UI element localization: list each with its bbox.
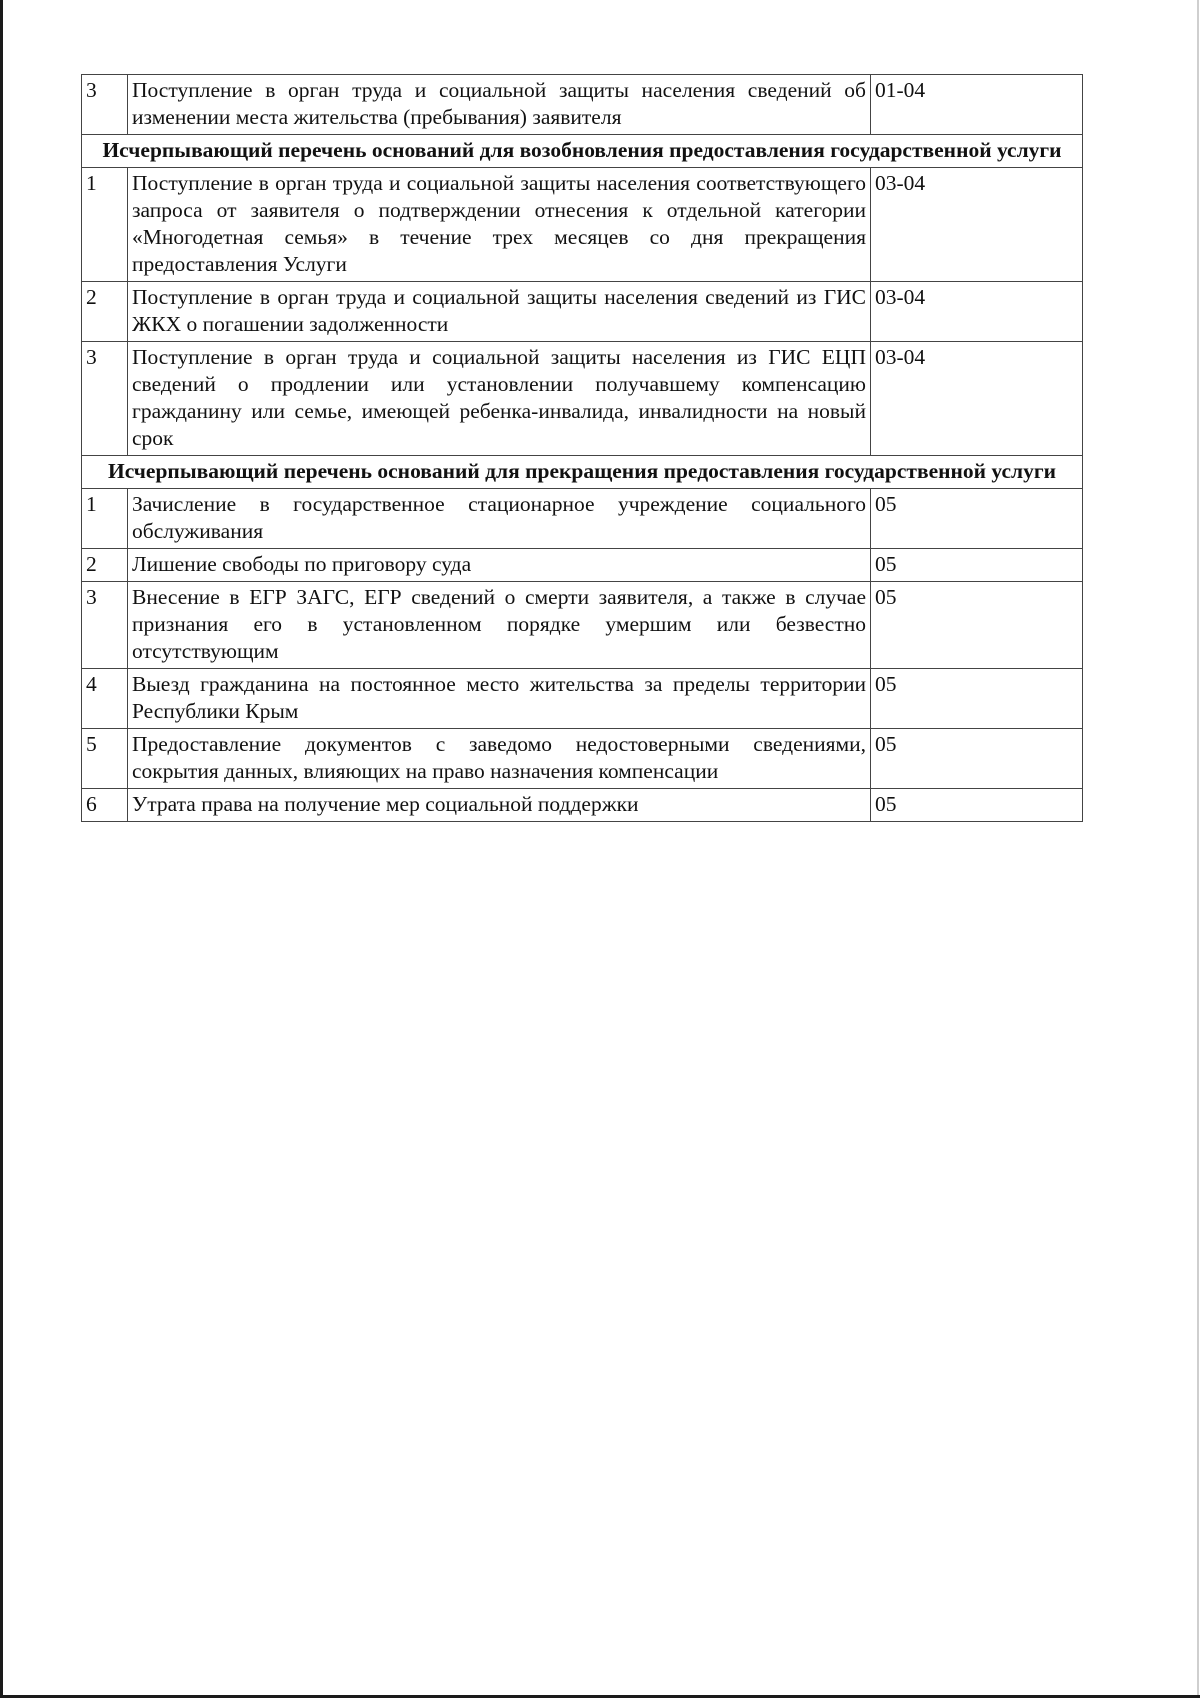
table-row [82,549,1083,582]
row-description: Выезд гражданина на постоянное место жительства за пределы территории Республики Крым [128,669,871,729]
row-code: 03-04 [871,282,1083,342]
row-description: Утрата права на получение мер социальной поддержки [128,789,871,822]
row-description: Внесение в ЕГР ЗАГС, ЕГР сведений о смерти заявителя, а также в случае признания его в установленном порядке умершим или безвестно отсутствующим [128,582,871,669]
section-heading-termination: Исчерпывающий перечень оснований для прекращения предоставления государственной услуги [82,456,1083,489]
table-row [82,342,1083,456]
row-code: 05 [871,789,1083,822]
table-row [82,282,1083,342]
row-code: 01-04 [871,75,1083,135]
row-code: 03-04 [871,342,1083,456]
grounds-table-body [82,75,1083,822]
table-row [82,489,1083,549]
table-row [82,582,1083,669]
row-code: 05 [871,582,1083,669]
row-number: 2 [82,549,128,582]
section-heading-row [82,456,1083,489]
row-number: 1 [82,489,128,549]
table-row [82,789,1083,822]
section-heading-resumption: Исчерпывающий перечень оснований для возобновления предоставления государственной услуги [82,135,1083,168]
section-heading-row [82,135,1083,168]
row-number: 3 [82,342,128,456]
row-code: 05 [871,669,1083,729]
grounds-table [81,74,1083,822]
row-code: 03-04 [871,168,1083,282]
row-description: Лишение свободы по приговору суда [128,549,871,582]
table-row [82,168,1083,282]
row-number: 1 [82,168,128,282]
row-number: 5 [82,729,128,789]
row-description: Поступление в орган труда и социальной защиты населения из ГИС ЕЦП сведений о продлении или установлении получавшему компенсацию гражданину или семье, имеющей ребенка-инвалида, инвалидности на новый срок [128,342,871,456]
scan-border-right [1197,0,1199,1698]
row-description: Предоставление документов с заведомо недостоверными сведениями, сокрытия данных, влияющих на право назначения компенсации [128,729,871,789]
row-description: Поступление в орган труда и социальной защиты населения сведений об изменении места жительства (пребывания) заявителя [128,75,871,135]
row-number: 2 [82,282,128,342]
row-code: 05 [871,729,1083,789]
table-row [82,75,1083,135]
scan-border-left [0,0,3,1698]
row-code: 05 [871,549,1083,582]
table-row [82,729,1083,789]
row-number: 4 [82,669,128,729]
row-description: Зачисление в государственное стационарное учреждение социального обслуживания [128,489,871,549]
row-number: 3 [82,582,128,669]
row-code: 05 [871,489,1083,549]
row-number: 3 [82,75,128,135]
table-row [82,669,1083,729]
row-description: Поступление в орган труда и социальной защиты населения сведений из ГИС ЖКХ о погашении задолженности [128,282,871,342]
row-description: Поступление в орган труда и социальной защиты населения соответствующего запроса от заявителя о подтверждении отнесения к отдельной категории «Многодетная семья» в течение трех месяцев со дня прекращения предоставления Услуги [128,168,871,282]
row-number: 6 [82,789,128,822]
